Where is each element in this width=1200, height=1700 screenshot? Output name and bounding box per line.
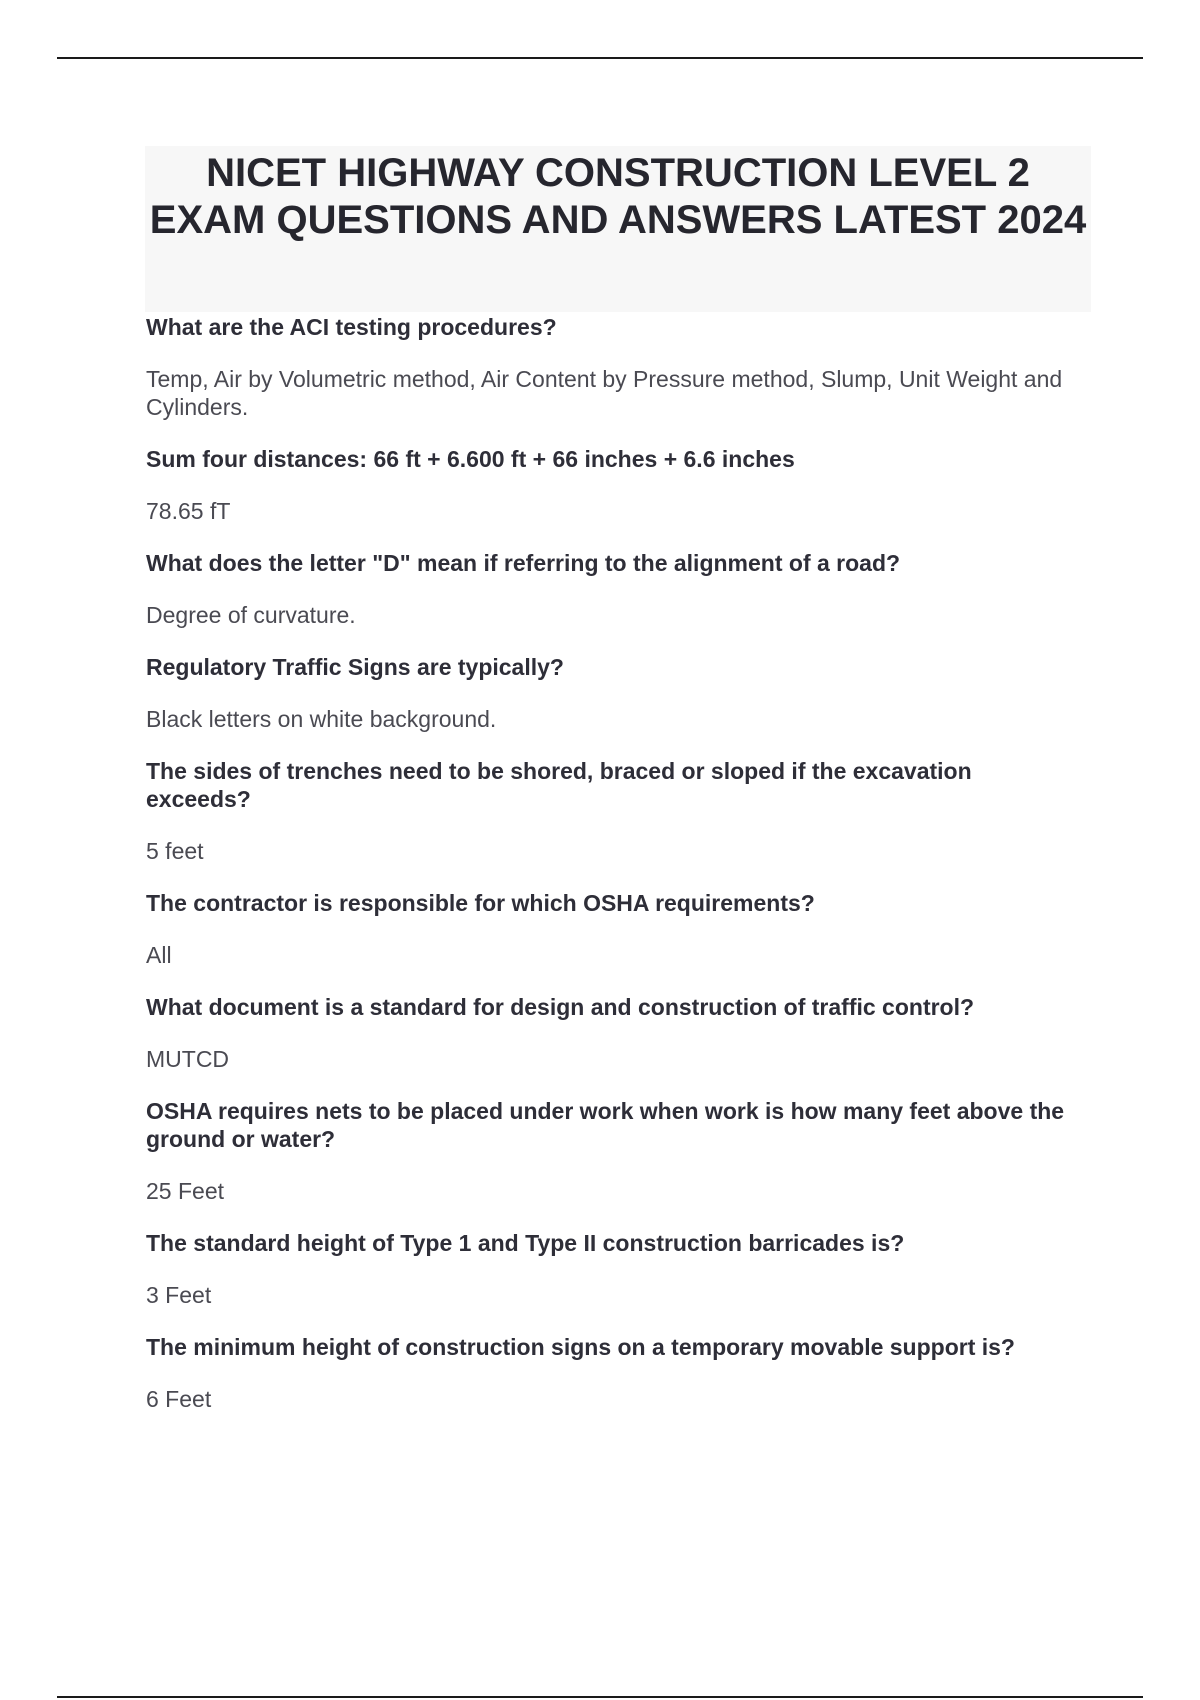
qa-item bbox=[146, 1333, 1081, 1413]
question-text: What document is a standard for design and construction of traffic control? bbox=[146, 994, 975, 1020]
answer-text: All bbox=[146, 942, 172, 968]
answer-text: MUTCD bbox=[146, 1046, 230, 1072]
answer-text: 6 Feet bbox=[146, 1386, 212, 1412]
qa-item bbox=[146, 549, 1081, 629]
answer-text: 78.65 fT bbox=[146, 498, 231, 524]
question-text: What are the ACI testing procedures? bbox=[146, 314, 557, 340]
qa-list bbox=[146, 313, 1081, 1437]
answer-text: Temp, Air by Volumetric method, Air Content by Pressure method, Slump, Unit Weight and Cylinders. bbox=[146, 366, 1063, 420]
answer-text: Degree of curvature. bbox=[146, 602, 356, 628]
question-text: The contractor is responsible for which OSHA requirements? bbox=[146, 890, 815, 916]
question-text: Regulatory Traffic Signs are typically? bbox=[146, 654, 564, 680]
qa-item bbox=[146, 653, 1081, 733]
qa-item bbox=[146, 1097, 1081, 1205]
answer-text: 3 Feet bbox=[146, 1282, 212, 1308]
qa-item bbox=[146, 993, 1081, 1073]
qa-item bbox=[146, 757, 1081, 865]
qa-item bbox=[146, 313, 1081, 421]
question-text: OSHA requires nets to be placed under work when work is how many feet above the ground or water? bbox=[146, 1098, 1065, 1152]
bottom-divider bbox=[57, 1696, 1143, 1698]
answer-text: 25 Feet bbox=[146, 1178, 224, 1204]
answer-text: 5 feet bbox=[146, 838, 204, 864]
question-text: The minimum height of construction signs on a temporary movable support is? bbox=[146, 1334, 1015, 1360]
question-text: Sum four distances: 66 ft + 6.600 ft + 66 inches + 6.6 inches bbox=[146, 446, 795, 472]
top-divider bbox=[57, 57, 1143, 59]
answer-text: Black letters on white background. bbox=[146, 706, 497, 732]
title-banner bbox=[145, 146, 1091, 312]
qa-item bbox=[146, 889, 1081, 969]
question-text: The sides of trenches need to be shored, braced or sloped if the excavation exceeds? bbox=[146, 758, 972, 812]
question-text: The standard height of Type 1 and Type II construction barricades is? bbox=[146, 1230, 905, 1256]
question-text: What does the letter "D" mean if referring to the alignment of a road? bbox=[146, 550, 901, 576]
qa-item bbox=[146, 445, 1081, 525]
qa-item bbox=[146, 1229, 1081, 1309]
document-title: NICET HIGHWAY CONSTRUCTION LEVEL 2 EXAM QUESTIONS AND ANSWERS LATEST 2024 bbox=[149, 151, 1087, 242]
